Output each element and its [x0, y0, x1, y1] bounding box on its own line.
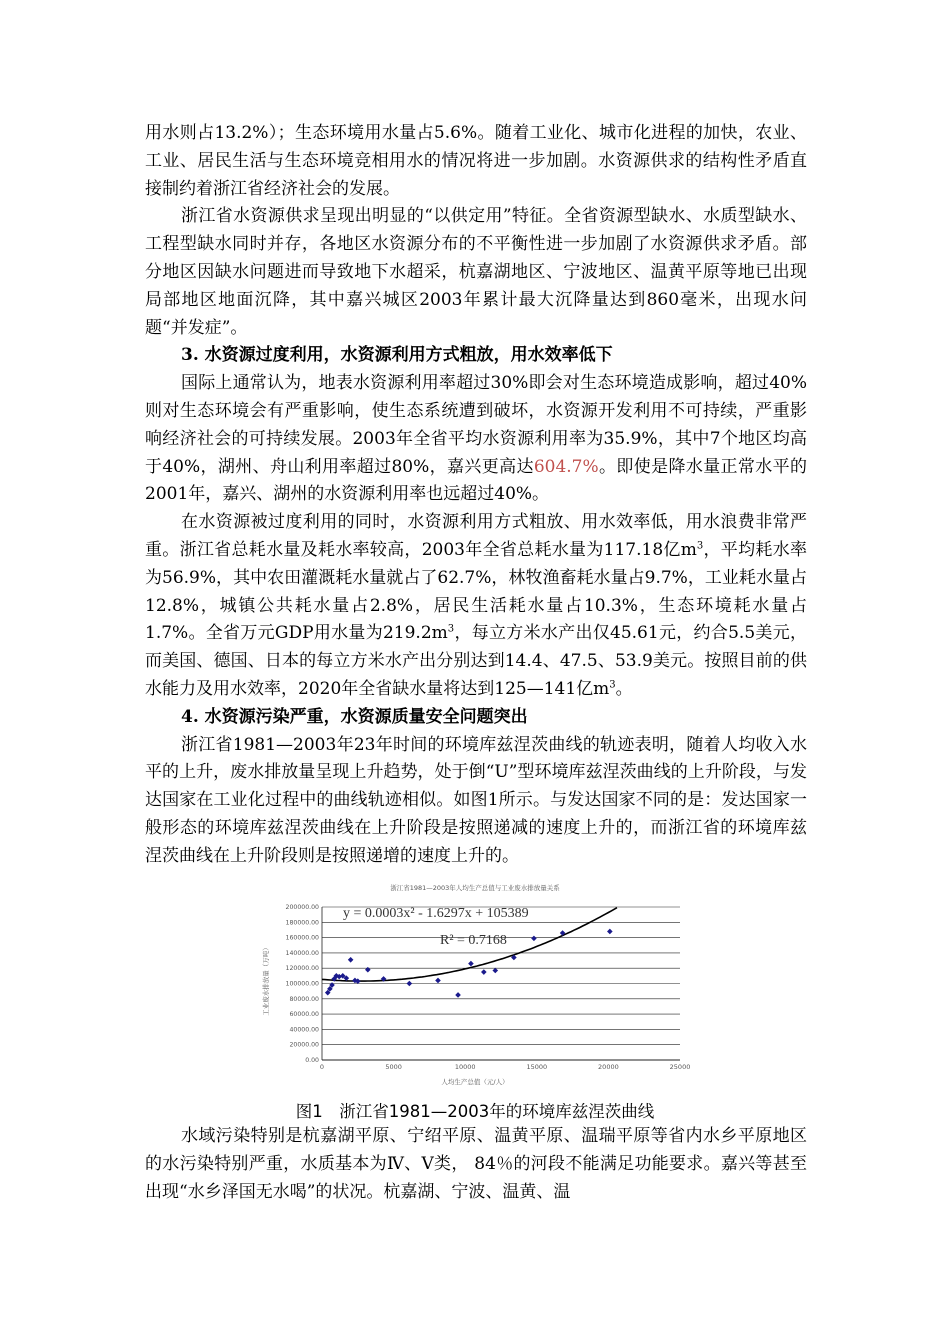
figure-caption: 图1 浙江省1981—2003年的环境库兹涅茨曲线 — [295, 1102, 655, 1121]
data-point — [607, 929, 613, 935]
superscript-3: 3 — [696, 540, 704, 552]
paragraph-supply-demand: 浙江省水资源供求呈现出明显的“以供定用”特征。全省资源型缺水、水质型缺水、工程型缺水同时并存，各地区水资源分布的不平衡性进一步加剧了水资源供求矛盾。部分地区因缺水问题进而导致地下水超采，杭嘉湖地区、宁波地区、温黄平原等地已出现局部地区地面沉降，其中嘉兴城区2003年累计最大沉降量达到860毫米，出现水问题“并发症”。 — [145, 206, 807, 338]
y-tick-label: 180000.00 — [285, 919, 319, 927]
data-point — [531, 936, 537, 942]
y-tick-label: 200000.00 — [285, 904, 319, 911]
x-axis-ticks — [320, 1063, 690, 1071]
body-text-top — [145, 120, 807, 871]
figure-1 — [260, 880, 690, 1090]
y-tick-label: 160000.00 — [285, 934, 319, 942]
x-tick-label: 15000 — [526, 1063, 548, 1071]
data-point — [407, 981, 413, 987]
body-text-bottom — [145, 1123, 807, 1206]
x-tick-label: 5000 — [385, 1063, 402, 1071]
paragraph-kuznets: 浙江省1981—2003年23年时间的环境库兹涅茨曲线的轨迹表明，随着人均收入水平的上升，废水排放量呈现上升趋势，处于倒“U”型环境库兹涅茨曲线的上升阶段，与发达国家在工业化过程中的曲线轨迹相似。如图1所示。与发达国家不同的是：发达国家一般形态的环境库兹涅茨曲线在上升阶段是按照递减的速度上升的，而浙江省的环境库兹涅茨曲线在上升阶段则是按照递增的速度上升的。 — [145, 734, 807, 866]
jiaxing-rate-highlight: 604.7% — [533, 456, 599, 477]
x-tick-label: 10000 — [454, 1063, 476, 1071]
consumption-text-d: 。 — [615, 678, 633, 699]
paragraph-pollution: 水域污染特别是杭嘉湖平原、宁绍平原、温黄平原、温瑞平原等省内水乡平原地区的水污染特别严重，水质基本为Ⅳ、Ⅴ类， 84％的河段不能满足功能要求。嘉兴等甚至出现“水乡泽国无水喝”的状况。杭嘉湖、宁波、温黄、温 — [145, 1126, 807, 1202]
x-tick-label: 20000 — [598, 1063, 619, 1071]
section-heading-4: 4. 水资源污染严重，水资源质量安全问题突出 — [181, 706, 528, 727]
y-tick-label: 80000.00 — [289, 995, 319, 1003]
data-point — [481, 969, 487, 975]
data-point — [455, 992, 461, 998]
x-axis-label: 人均生产总值（元/人） — [441, 1078, 509, 1086]
y-axis-label: 工业废水排放量（万吨） — [262, 944, 270, 1016]
r-squared-label: R² = 0.7168 — [440, 933, 507, 948]
utilization-text-b: 。即使是降水量正常水平的2001年，嘉兴、湖州的水资源利用率也远超过40%。 — [145, 456, 808, 505]
y-tick-label: 100000.00 — [285, 980, 319, 988]
section-heading-3: 3. 水资源过度利用，水资源利用方式粗放，用水效率低下 — [181, 345, 613, 366]
y-tick-label: 140000.00 — [285, 949, 319, 957]
chart-gridlines — [322, 907, 680, 1060]
paragraph-consumption — [145, 509, 807, 704]
paragraph-utilization-rate — [145, 370, 807, 509]
y-tick-label: 40000.00 — [289, 1026, 319, 1034]
data-point — [348, 957, 354, 963]
x-tick-label: 0 — [319, 1063, 325, 1071]
y-axis-ticks — [286, 904, 320, 1064]
y-tick-label: 20000.00 — [289, 1041, 319, 1049]
y-tick-label: 120000.00 — [285, 965, 319, 973]
y-tick-label: 60000.00 — [289, 1011, 319, 1019]
consumption-text-b: ，平均耗水率为56.9%，其中农田灌溉耗水量就占了62.7%，林牧渔畜耗水量占9.7%，工业耗水量占12.8%，城镇公共耗水量占2.8%，居民生活耗水量占10.3%，生态环境耗水量占1.7%。全省万元GDP用水量为219.2m — [145, 539, 807, 644]
data-point — [468, 961, 474, 967]
consumption-text-a: 在水资源被过度利用的同时，水资源利用方式粗放、用水效率低，用水浪费非常严重。浙江省总耗水量及耗水率较高，2003年全省总耗水量为117.18亿m — [145, 512, 807, 560]
data-point — [365, 967, 371, 973]
x-tick-label: 25000 — [669, 1063, 690, 1071]
consumption-text-c: ，每立方米水产出仅45.61元，约合5.5美元，而美国、德国、日本的每立方米水产出分别达到14.4、47.5、53.9美元。按照目前的供水能力及用水效率，2020年全省缺水量将达到125—141亿m — [145, 623, 808, 699]
chart-title: 浙江省1981—2003年人均生产总值与工业废水排放量关系 — [390, 884, 560, 892]
paragraph-water-use: 用水则占13.2%）；生态环境用水量占5.6%。随着工业化、城市化进程的加快，农业、工业、居民生活与生态环境竞相用水的情况将进一步加剧。水资源供求的结构性矛盾直接制约着浙江省经济社会的发展。 — [145, 123, 807, 199]
superscript-3: 3 — [447, 623, 455, 635]
y-tick-label: 0.00 — [305, 1057, 319, 1064]
data-point — [492, 968, 498, 974]
utilization-text-a: 国际上通常认为，地表水资源利用率超过30%即会对生态环境造成影响，超过40%则对生态环境会有严重影响，使生态系统遭到破坏，水资源开发利用不可持续，严重影响经济社会的可持续发展。2003年全省平均水资源利用率为35.9%，其中7个地区均高于40%，湖州、舟山利用率超过80%，嘉兴更高达 — [145, 373, 807, 477]
regression-equation: y = 0.0003x² - 1.6297x + 105389 — [343, 906, 529, 921]
kuznets-scatter-chart — [260, 880, 690, 1090]
superscript-3: 3 — [609, 679, 616, 691]
data-point — [435, 978, 441, 984]
